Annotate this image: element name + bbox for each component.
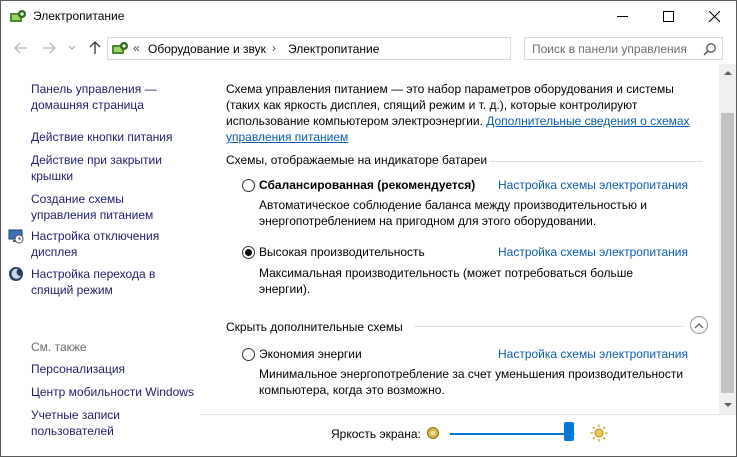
brightness-slider-track[interactable] bbox=[450, 433, 575, 435]
scroll-down-arrow-icon[interactable] bbox=[719, 397, 736, 414]
breadcrumb-separator[interactable]: › bbox=[272, 41, 276, 55]
forward-arrow-icon[interactable] bbox=[41, 40, 57, 56]
brightness-bar bbox=[201, 414, 736, 456]
address-bar[interactable] bbox=[107, 37, 511, 60]
recent-locations-chevron-icon[interactable] bbox=[64, 40, 80, 56]
create-power-plan-link[interactable]: Создание схемы управления питанием bbox=[31, 192, 154, 222]
balanced-plan-radio[interactable] bbox=[242, 179, 255, 192]
brightness-high-sun-icon bbox=[590, 424, 608, 442]
windows-mobility-center-link[interactable]: Центр мобильности Windows bbox=[31, 385, 194, 399]
minimize-button[interactable] bbox=[599, 1, 645, 32]
battery-plans-heading: Схемы, отображаемые на индикаторе батареи bbox=[226, 153, 488, 167]
section-divider bbox=[490, 161, 702, 162]
see-also-heading: См. также bbox=[31, 340, 87, 354]
brightness-slider-fill bbox=[450, 433, 569, 435]
intro-paragraph bbox=[226, 81, 696, 145]
search-icon[interactable] bbox=[703, 42, 717, 56]
close-button[interactable] bbox=[691, 1, 737, 32]
scroll-up-arrow-icon[interactable] bbox=[719, 64, 736, 81]
collapse-chevron-up-icon[interactable] bbox=[690, 316, 708, 334]
maximize-button[interactable] bbox=[645, 1, 691, 32]
power-saver-plan-settings-link[interactable]: Настройка схемы электропитания bbox=[498, 347, 688, 361]
power-saver-plan-name[interactable]: Экономия энергии bbox=[259, 347, 362, 361]
high-performance-plan-name[interactable]: Высокая производительность bbox=[259, 245, 425, 259]
power-button-action-link[interactable]: Действие кнопки питания bbox=[31, 130, 173, 144]
vertical-scrollbar[interactable] bbox=[719, 64, 736, 414]
lid-close-action-link[interactable]: Действие при закрытии крышки bbox=[31, 153, 162, 183]
personalization-link[interactable]: Персонализация bbox=[31, 362, 126, 376]
power-options-icon bbox=[111, 40, 129, 58]
power-saver-plan-description: Минимальное энергопотребление за счет уменьшения производительности компьютера, когда это возможно. bbox=[259, 367, 684, 397]
balanced-plan-description: Автоматическое соблюдение баланса между производительностью и энергопотреблением на пригодном для этого оборудовании. bbox=[259, 198, 648, 228]
high-performance-plan-radio[interactable] bbox=[242, 246, 255, 259]
display-off-settings-link[interactable]: Настройка отключения дисплея bbox=[31, 229, 160, 259]
up-arrow-icon[interactable] bbox=[87, 40, 103, 56]
window-title: Электропитание bbox=[33, 9, 125, 23]
left-navigation-pane bbox=[1, 64, 201, 456]
title-bar bbox=[1, 1, 736, 32]
power-saver-plan-radio[interactable] bbox=[242, 348, 255, 361]
balanced-plan-settings-link[interactable]: Настройка схемы электропитания bbox=[498, 178, 688, 192]
user-accounts-link[interactable]: Учетные записи пользователей bbox=[31, 408, 120, 438]
power-options-icon bbox=[9, 8, 27, 26]
back-arrow-icon[interactable] bbox=[13, 40, 29, 56]
section-divider bbox=[414, 326, 684, 327]
hide-additional-plans-heading[interactable]: Скрыть дополнительные схемы bbox=[226, 320, 403, 334]
power-plans-info-link[interactable]: Дополнительные сведения о схемах управления питанием bbox=[226, 114, 690, 144]
breadcrumb-hardware-sound[interactable]: Оборудование и звук bbox=[148, 42, 266, 56]
intro-text: Схема управления питанием — это набор параметров оборудования и системы (таких как яркость дисплея, спящий режим и т. д.), которые контролируют использование компьютером электроэнергии. bbox=[226, 82, 674, 128]
brightness-label: Яркость экрана: bbox=[331, 427, 421, 441]
sleep-moon-icon bbox=[8, 266, 24, 282]
breadcrumb-power-options[interactable]: Электропитание bbox=[288, 42, 380, 56]
display-timer-icon bbox=[8, 228, 24, 244]
search-placeholder: Поиск в панели управления bbox=[532, 42, 687, 56]
high-performance-plan-settings-link[interactable]: Настройка схемы электропитания bbox=[498, 245, 688, 259]
main-content bbox=[214, 64, 719, 414]
search-input[interactable] bbox=[524, 37, 723, 60]
navigation-bar bbox=[1, 32, 736, 64]
control-panel-home-link[interactable]: Панель управления — домашняя страница bbox=[31, 82, 157, 112]
brightness-low-sun-icon bbox=[426, 426, 440, 440]
address-overflow-chevron[interactable]: « bbox=[133, 41, 140, 55]
scrollbar-thumb[interactable] bbox=[721, 113, 734, 393]
sleep-settings-link[interactable]: Настройка перехода в спящий режим bbox=[31, 267, 156, 297]
high-performance-plan-description: Максимальная производительность (может потребоваться больше энергии). bbox=[259, 266, 634, 296]
balanced-plan-name[interactable]: Сбалансированная (рекомендуется) bbox=[259, 178, 476, 192]
brightness-slider-thumb[interactable] bbox=[564, 422, 574, 441]
